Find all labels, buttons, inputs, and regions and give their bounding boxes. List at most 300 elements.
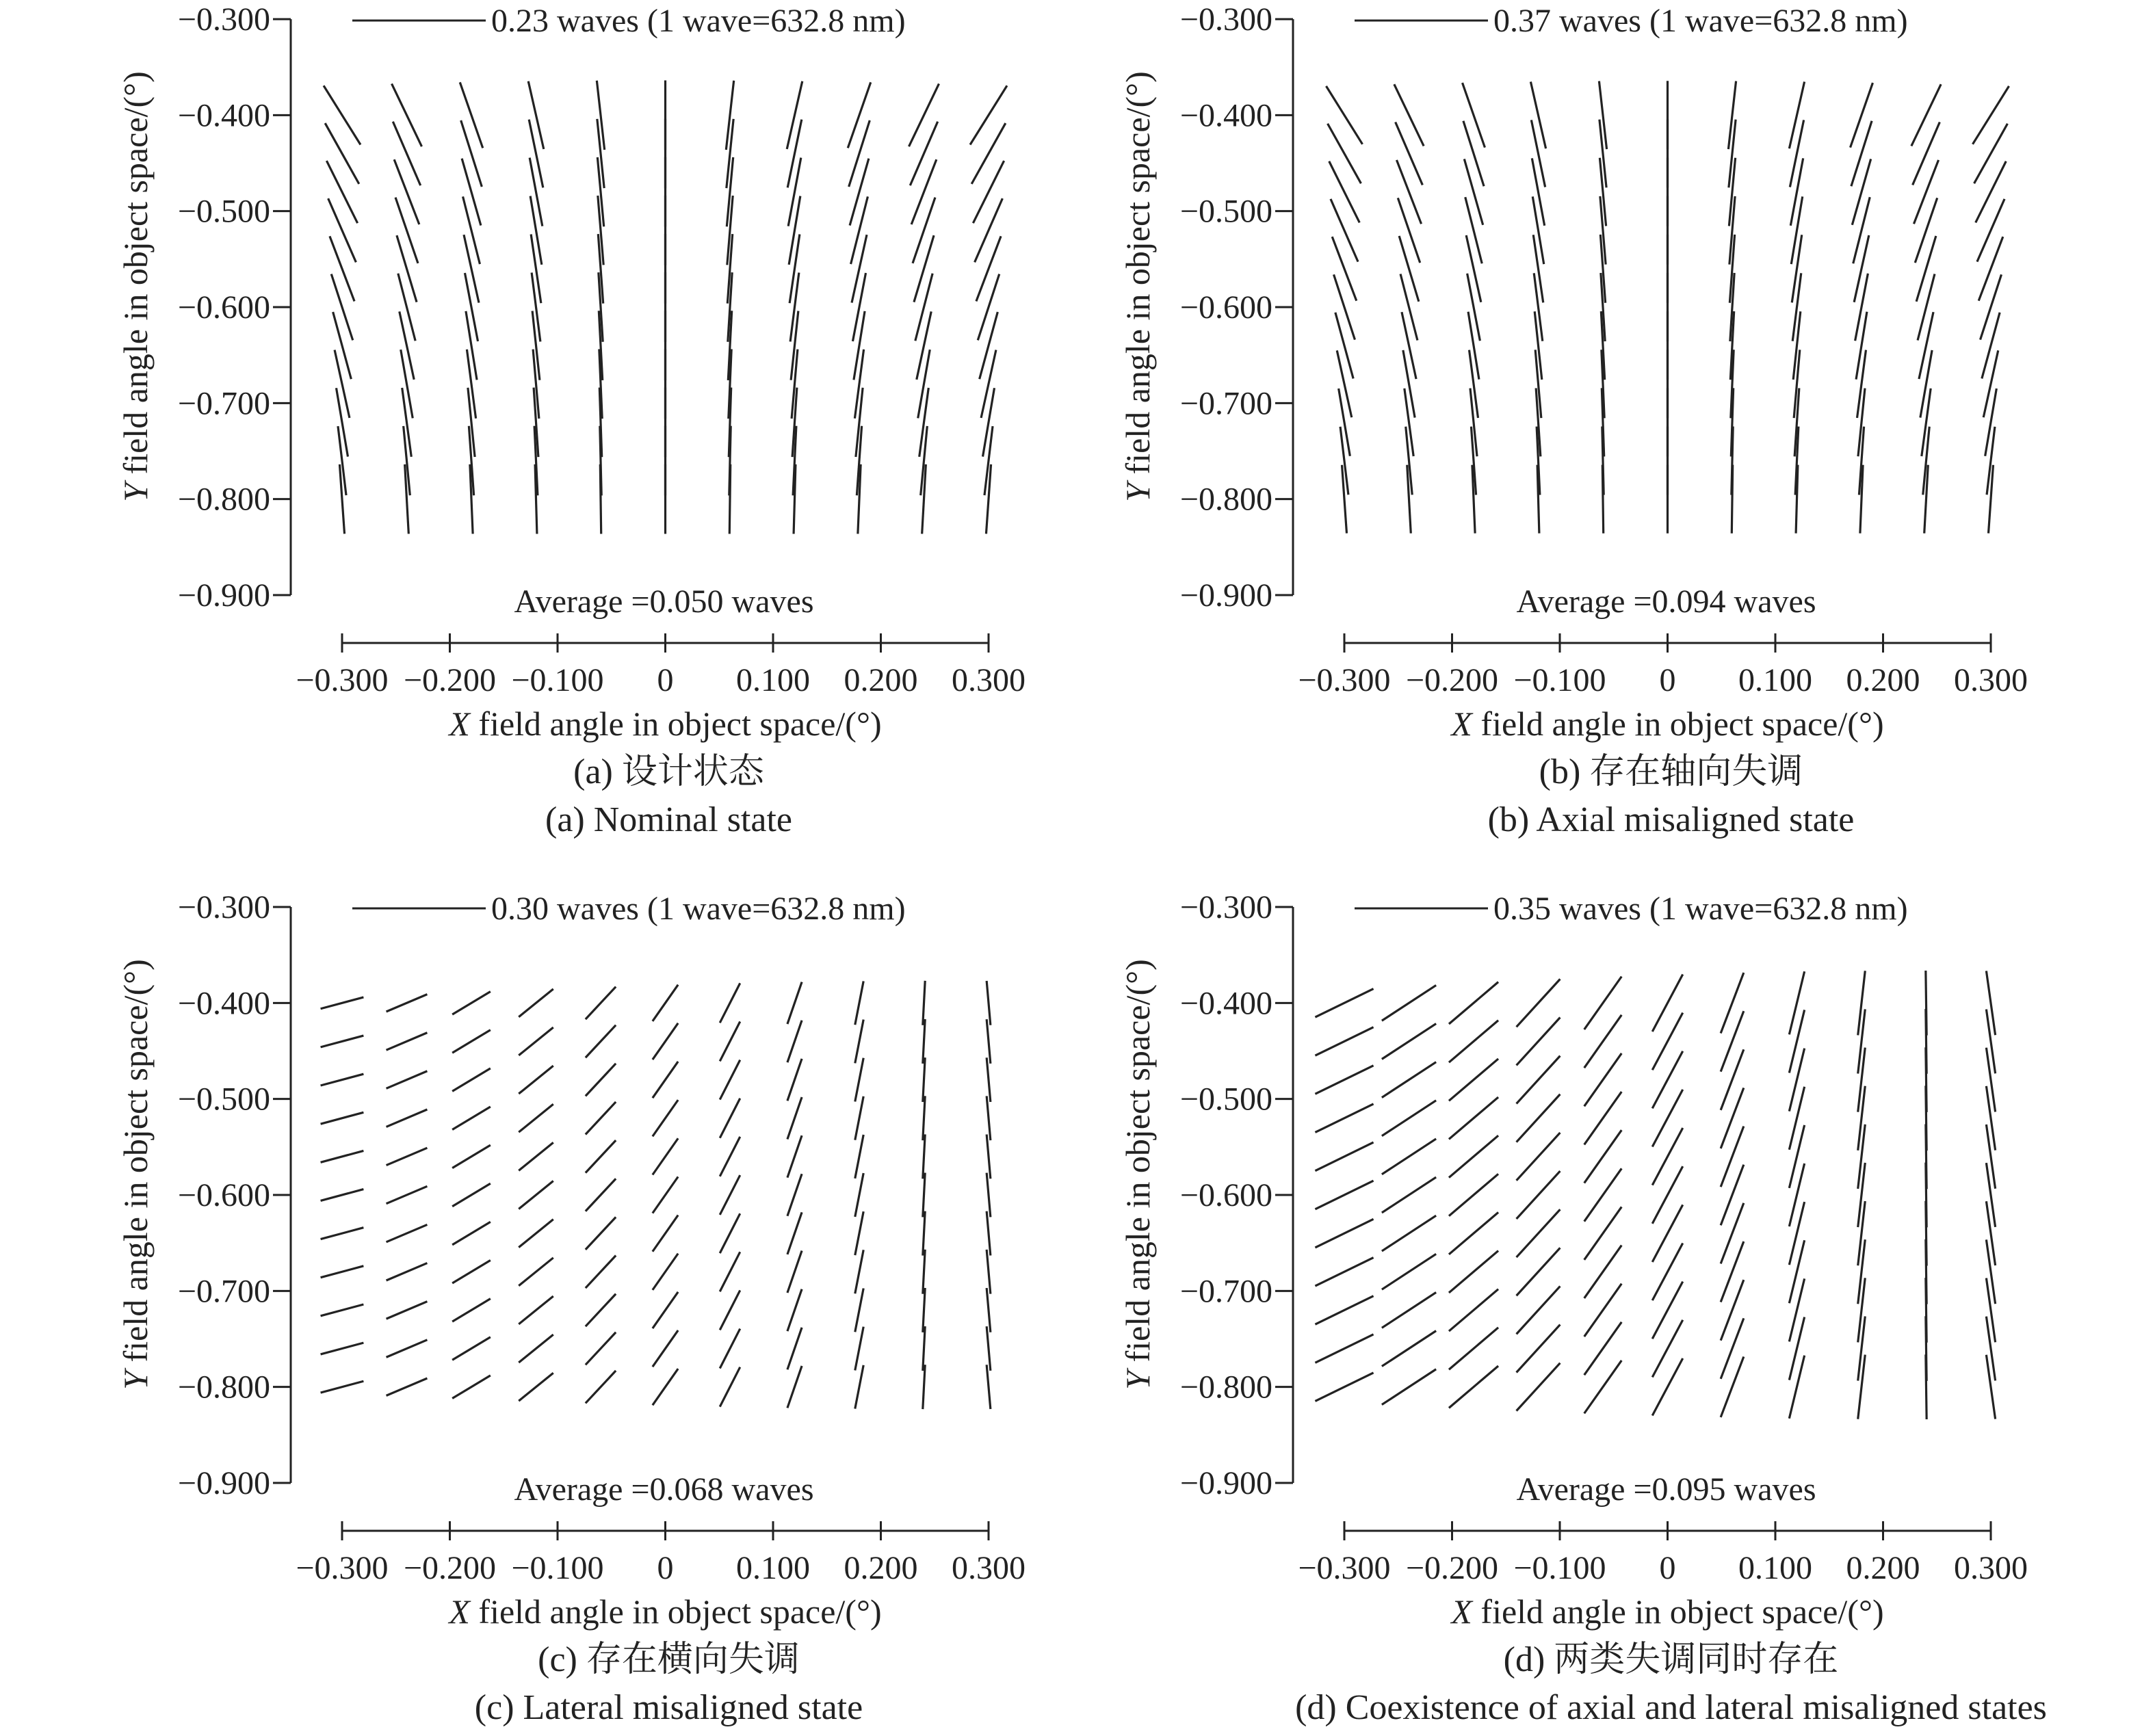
y-tick-label: −0.300 — [1179, 1, 1272, 38]
field-mark — [1449, 1251, 1498, 1293]
y-axis-title: Y field angle in object space/(°) — [1119, 959, 1157, 1390]
field-mark — [519, 1334, 553, 1363]
field-mark — [519, 1142, 553, 1170]
y-axis-title: Y field angle in object space/(°) — [116, 71, 155, 502]
field-mark — [1517, 1248, 1560, 1296]
field-mark — [452, 1376, 491, 1398]
field-mark — [1449, 1212, 1498, 1254]
field-mark — [788, 158, 801, 226]
field-mark — [987, 981, 991, 1025]
panel-1 — [116, 1, 1026, 839]
field-mark — [1972, 86, 2009, 144]
field-mark — [1315, 1066, 1373, 1094]
field-mark — [1530, 82, 1545, 149]
field-mark — [923, 1250, 925, 1294]
field-mark — [1913, 122, 1940, 185]
field-mark — [914, 235, 934, 302]
field-mark — [1854, 235, 1869, 302]
field-mark — [586, 1140, 616, 1173]
field-mark — [1532, 158, 1544, 225]
x-tick-label: 0.300 — [952, 662, 1026, 698]
caption-en: (b) Axial misaligned state — [1487, 800, 1855, 839]
field-mark — [460, 82, 482, 148]
caption-cn: (c) 存在横向失调 — [538, 1640, 800, 1679]
caption-en: (c) Lateral misaligned state — [474, 1688, 863, 1727]
field-mark — [1721, 1088, 1744, 1148]
field-mark — [1517, 1017, 1560, 1065]
field-mark — [531, 235, 541, 304]
field-mark — [653, 1215, 678, 1252]
x-tick-label: 0.200 — [1846, 662, 1920, 698]
field-mark — [915, 274, 932, 341]
y-axis-title: Y field angle in object space/(°) — [116, 959, 155, 1390]
field-mark — [1728, 81, 1736, 150]
field-mark — [586, 1294, 616, 1327]
field-mark — [519, 1373, 553, 1401]
caption-en: (d) Coexistence of axial and lateral misaligned states — [1295, 1688, 2047, 1727]
field-mark — [987, 1326, 991, 1371]
field-mark — [387, 1340, 428, 1357]
field-mark — [1852, 159, 1870, 224]
field-mark — [787, 1328, 802, 1369]
field-mark — [461, 120, 482, 187]
field-mark — [1789, 1125, 1804, 1188]
field-mark — [980, 312, 998, 379]
field-mark — [787, 1212, 802, 1254]
field-mark — [1517, 1325, 1560, 1373]
field-mark — [1398, 198, 1420, 263]
field-mark — [1394, 84, 1424, 146]
legend-text: 0.35 waves (1 wave=632.8 nm) — [1493, 891, 1908, 927]
field-mark — [1517, 1094, 1560, 1142]
y-tick-label: −0.600 — [1179, 1177, 1272, 1213]
field-mark — [1315, 1181, 1373, 1209]
y-tick-label: −0.800 — [1179, 481, 1272, 518]
y-tick-label: −0.900 — [177, 577, 270, 614]
field-mark — [586, 1179, 616, 1211]
field-mark — [1853, 197, 1870, 263]
field-mark — [330, 236, 354, 301]
field-mark — [1599, 81, 1606, 150]
field-mark — [1382, 1139, 1436, 1174]
field-mark — [1315, 1104, 1373, 1133]
legend-text: 0.37 waves (1 wave=632.8 nm) — [1493, 3, 1908, 39]
field-mark — [720, 983, 740, 1023]
field-mark — [387, 995, 428, 1012]
field-mark — [720, 1060, 740, 1100]
field-mark — [1315, 1027, 1373, 1056]
field-mark — [1315, 1373, 1373, 1402]
field-mark — [855, 1020, 863, 1064]
field-mark — [653, 1292, 678, 1328]
field-mark — [519, 1220, 553, 1248]
field-mark — [519, 1181, 553, 1209]
field-mark — [333, 312, 352, 379]
field-mark — [1315, 1219, 1373, 1248]
field-mark — [923, 1211, 925, 1256]
x-tick-label: −0.200 — [403, 662, 497, 698]
y-tick-label: −0.400 — [177, 97, 270, 134]
field-mark — [1851, 121, 1872, 186]
field-mark — [1517, 979, 1560, 1027]
field-mark — [720, 1175, 740, 1215]
field-mark — [530, 196, 542, 265]
field-mark — [1914, 160, 1938, 224]
field-mark — [452, 1222, 491, 1244]
y-tick-label: −0.500 — [177, 193, 270, 230]
field-mark — [1466, 235, 1481, 302]
y-tick-label: −0.600 — [1179, 289, 1272, 326]
field-mark — [586, 1102, 616, 1135]
field-mark — [321, 1228, 364, 1239]
field-mark — [1382, 1062, 1436, 1098]
field-mark — [387, 1302, 428, 1319]
field-mark — [1517, 1209, 1560, 1257]
field-mark — [465, 273, 478, 341]
field-mark — [387, 1378, 428, 1395]
y-tick-label: −0.900 — [177, 1465, 270, 1501]
field-mark — [653, 1100, 678, 1136]
field-mark — [452, 1299, 491, 1321]
field-mark — [852, 235, 867, 302]
field-mark — [1517, 1056, 1560, 1104]
field-mark — [1449, 982, 1498, 1024]
field-mark — [326, 161, 357, 223]
field-mark — [849, 120, 870, 187]
field-mark — [1789, 971, 1804, 1034]
field-mark — [987, 1096, 991, 1140]
field-mark — [653, 1369, 678, 1405]
field-mark — [855, 1250, 863, 1293]
field-mark — [335, 350, 350, 418]
field-mark — [387, 1263, 428, 1280]
field-mark — [1789, 1202, 1804, 1265]
field-mark — [321, 1150, 364, 1162]
field-mark — [855, 1173, 863, 1217]
field-mark — [923, 1096, 925, 1140]
field-mark — [855, 1327, 863, 1371]
legend-text: 0.30 waves (1 wave=632.8 nm) — [491, 891, 906, 927]
field-mark — [1982, 313, 2000, 379]
field-mark — [400, 311, 414, 379]
field-mark — [1467, 274, 1480, 341]
field-mark — [787, 120, 802, 188]
field-mark — [395, 198, 418, 263]
panel-4 — [1119, 889, 2047, 1727]
field-mark — [923, 1365, 925, 1409]
field-mark — [387, 1186, 428, 1203]
y-tick-label: −0.500 — [1179, 1081, 1272, 1118]
field-mark — [387, 1071, 428, 1088]
y-tick-label: −0.700 — [1179, 1273, 1272, 1310]
field-mark — [1721, 1011, 1744, 1072]
average-text: Average =0.050 waves — [514, 583, 814, 620]
field-mark — [394, 159, 419, 224]
field-mark — [1396, 160, 1421, 224]
field-mark — [519, 1027, 553, 1055]
y-tick-label: −0.500 — [177, 1081, 270, 1118]
field-mark — [586, 1217, 616, 1250]
caption-cn: (b) 存在轴向失调 — [1539, 752, 1803, 791]
x-tick-label: −0.100 — [511, 1550, 604, 1586]
field-mark — [324, 86, 361, 144]
field-mark — [987, 1019, 991, 1064]
field-mark — [726, 81, 733, 150]
field-mark — [720, 1099, 740, 1138]
field-mark — [600, 464, 601, 534]
field-mark — [1789, 1010, 1804, 1073]
field-mark — [387, 1224, 428, 1241]
x-axis-title: X field angle in object space/(°) — [1451, 705, 1884, 743]
field-mark — [923, 1134, 925, 1179]
field-mark — [653, 1023, 678, 1060]
caption-cn: (d) 两类失调同时存在 — [1503, 1640, 1839, 1679]
panel-2 — [1119, 1, 2028, 839]
field-mark — [720, 1290, 740, 1330]
field-mark — [923, 1057, 925, 1102]
field-mark — [653, 985, 678, 1021]
field-mark — [1400, 274, 1418, 341]
field-mark — [321, 1074, 364, 1086]
field-mark — [987, 1211, 991, 1256]
field-mark — [452, 992, 491, 1014]
field-mark — [1382, 1292, 1436, 1328]
field-mark — [1331, 199, 1358, 262]
field-mark — [1382, 1331, 1436, 1367]
field-mark — [852, 273, 865, 341]
y-tick-label: −0.700 — [1179, 385, 1272, 422]
x-tick-label: 0.100 — [1738, 662, 1812, 698]
x-tick-label: −0.300 — [296, 1550, 389, 1586]
field-mark — [720, 1213, 740, 1253]
field-mark — [398, 274, 415, 341]
field-mark — [1789, 1356, 1804, 1419]
field-mark — [923, 1019, 925, 1064]
field-mark — [462, 159, 481, 226]
field-mark — [1918, 274, 1935, 341]
x-axis-title: X field angle in object space/(°) — [449, 1592, 882, 1631]
field-mark — [1531, 120, 1545, 187]
field-mark — [1449, 1097, 1498, 1139]
field-mark — [519, 1066, 553, 1094]
field-mark — [321, 1266, 364, 1278]
field-mark — [321, 1381, 364, 1393]
y-tick-label: −0.400 — [177, 985, 270, 1022]
field-mark — [519, 1104, 553, 1132]
y-tick-label: −0.700 — [177, 1273, 270, 1310]
field-mark — [653, 1176, 678, 1213]
field-mark — [913, 198, 935, 263]
field-mark — [987, 1057, 991, 1102]
field-mark — [787, 1174, 802, 1215]
field-mark — [1315, 1296, 1373, 1325]
field-mark — [1602, 465, 1603, 534]
y-tick-label: −0.900 — [1179, 1465, 1272, 1501]
x-tick-label: 0 — [1659, 662, 1676, 698]
field-mark — [987, 1365, 991, 1409]
field-mark — [923, 981, 925, 1025]
field-mark — [720, 1252, 740, 1291]
field-mark — [452, 1261, 491, 1283]
x-tick-label: 0 — [657, 662, 674, 698]
y-tick-label: −0.600 — [177, 289, 270, 326]
field-mark — [987, 1250, 991, 1294]
field-mark — [787, 1097, 802, 1139]
x-tick-label: −0.100 — [1513, 662, 1606, 698]
field-mark — [787, 1135, 802, 1177]
field-mark — [720, 1329, 740, 1369]
field-mark — [1449, 1135, 1498, 1177]
field-mark — [1789, 1049, 1804, 1112]
x-tick-label: 0.300 — [1954, 662, 2028, 698]
field-mark — [597, 81, 604, 150]
field-mark — [720, 1137, 740, 1176]
field-mark — [452, 1337, 491, 1360]
field-mark — [851, 196, 868, 264]
field-mark — [910, 122, 937, 185]
field-mark — [975, 198, 1003, 262]
x-tick-label: 0.200 — [844, 662, 918, 698]
field-mark — [787, 1289, 802, 1331]
field-mark — [397, 235, 417, 302]
x-tick-label: 0.100 — [736, 1550, 810, 1586]
field-mark — [1402, 312, 1416, 379]
field-mark — [1789, 82, 1804, 149]
average-text: Average =0.094 waves — [1516, 583, 1816, 620]
x-axis-title: X field angle in object space/(°) — [449, 705, 882, 743]
field-mark — [848, 82, 870, 148]
field-mark — [1517, 1286, 1560, 1334]
field-mark — [978, 274, 999, 341]
field-mark — [1396, 122, 1423, 185]
x-tick-label: 0.200 — [1846, 1550, 1920, 1586]
field-mark — [1517, 1171, 1560, 1219]
y-tick-label: −0.800 — [177, 1369, 270, 1406]
caption-en: (a) Nominal state — [545, 800, 792, 839]
field-mark — [392, 83, 422, 146]
field-mark — [1382, 985, 1436, 1021]
x-tick-label: 0.300 — [1954, 1550, 2028, 1586]
panel-3 — [116, 889, 1026, 1727]
field-mark — [393, 122, 420, 185]
field-mark — [855, 1135, 863, 1179]
field-mark — [1721, 1165, 1744, 1226]
field-mark — [1915, 198, 1937, 263]
field-mark — [519, 1258, 553, 1286]
field-mark — [981, 350, 996, 418]
field-mark — [321, 1036, 364, 1047]
field-mark — [1919, 312, 1933, 379]
x-tick-label: −0.200 — [1405, 662, 1499, 698]
field-mark — [1981, 274, 2002, 339]
field-mark — [720, 1022, 740, 1062]
field-mark — [1332, 237, 1357, 301]
average-text: Average =0.095 waves — [1516, 1471, 1816, 1508]
y-tick-label: −0.800 — [177, 481, 270, 518]
field-mark — [387, 1109, 428, 1127]
field-mark — [854, 311, 865, 380]
field-mark — [787, 1059, 802, 1101]
field-mark — [1855, 274, 1868, 341]
field-mark — [787, 81, 802, 149]
field-mark — [1790, 120, 1803, 187]
field-mark — [519, 1296, 553, 1324]
field-mark — [1315, 989, 1373, 1018]
field-mark — [1464, 159, 1483, 224]
field-mark — [466, 311, 477, 380]
field-mark — [729, 464, 730, 534]
field-mark — [1449, 1174, 1498, 1215]
x-tick-label: −0.200 — [403, 1550, 497, 1586]
field-mark — [530, 158, 543, 226]
field-mark — [911, 159, 937, 224]
field-mark — [452, 1183, 491, 1206]
legend-text: 0.23 waves (1 wave=632.8 nm) — [491, 3, 906, 39]
field-mark — [1315, 1258, 1373, 1287]
field-mark — [787, 982, 802, 1024]
x-tick-label: 0 — [1659, 1550, 1676, 1586]
field-mark — [1721, 1280, 1744, 1341]
field-mark — [855, 1365, 863, 1409]
field-mark — [586, 987, 616, 1020]
field-mark — [1326, 86, 1362, 144]
field-mark — [452, 1068, 491, 1091]
y-tick-label: −0.900 — [1179, 577, 1272, 614]
field-mark — [923, 1173, 925, 1218]
field-mark — [452, 1145, 491, 1168]
field-mark — [720, 1367, 740, 1407]
field-mark — [321, 1189, 364, 1201]
field-mark — [1449, 1289, 1498, 1331]
field-mark — [331, 274, 352, 341]
field-mark — [653, 1254, 678, 1290]
field-mark — [321, 1343, 364, 1354]
field-mark — [1517, 1363, 1560, 1411]
field-mark — [1463, 121, 1484, 186]
field-mark — [1916, 236, 1936, 302]
field-mark — [973, 161, 1004, 223]
field-mark — [1517, 1133, 1560, 1181]
field-mark — [855, 1058, 863, 1102]
field-mark — [1721, 1318, 1744, 1379]
field-mark — [909, 83, 939, 146]
field-mark — [1789, 1087, 1804, 1150]
field-mark — [850, 159, 869, 226]
field-mark — [1532, 196, 1543, 264]
x-tick-label: −0.200 — [1405, 1550, 1499, 1586]
field-mark — [1721, 1049, 1744, 1110]
field-mark — [987, 1173, 991, 1218]
field-mark — [787, 1021, 802, 1062]
field-mark — [519, 989, 553, 1017]
field-mark — [1382, 1101, 1436, 1136]
field-mark — [464, 235, 479, 302]
field-mark — [1465, 197, 1482, 263]
x-axis-title: X field angle in object space/(°) — [1451, 1592, 1884, 1631]
field-mark — [789, 235, 800, 304]
x-tick-label: 0.100 — [736, 662, 810, 698]
field-mark — [1463, 83, 1485, 148]
field-mark — [586, 1255, 616, 1288]
field-mark — [855, 1211, 863, 1255]
field-mark — [1449, 1366, 1498, 1408]
field-mark — [586, 1025, 616, 1058]
field-mark — [1721, 973, 1744, 1034]
average-text: Average =0.068 waves — [514, 1471, 814, 1508]
field-mark — [1449, 1059, 1498, 1101]
field-mark — [1382, 1215, 1436, 1251]
field-mark — [528, 81, 544, 149]
